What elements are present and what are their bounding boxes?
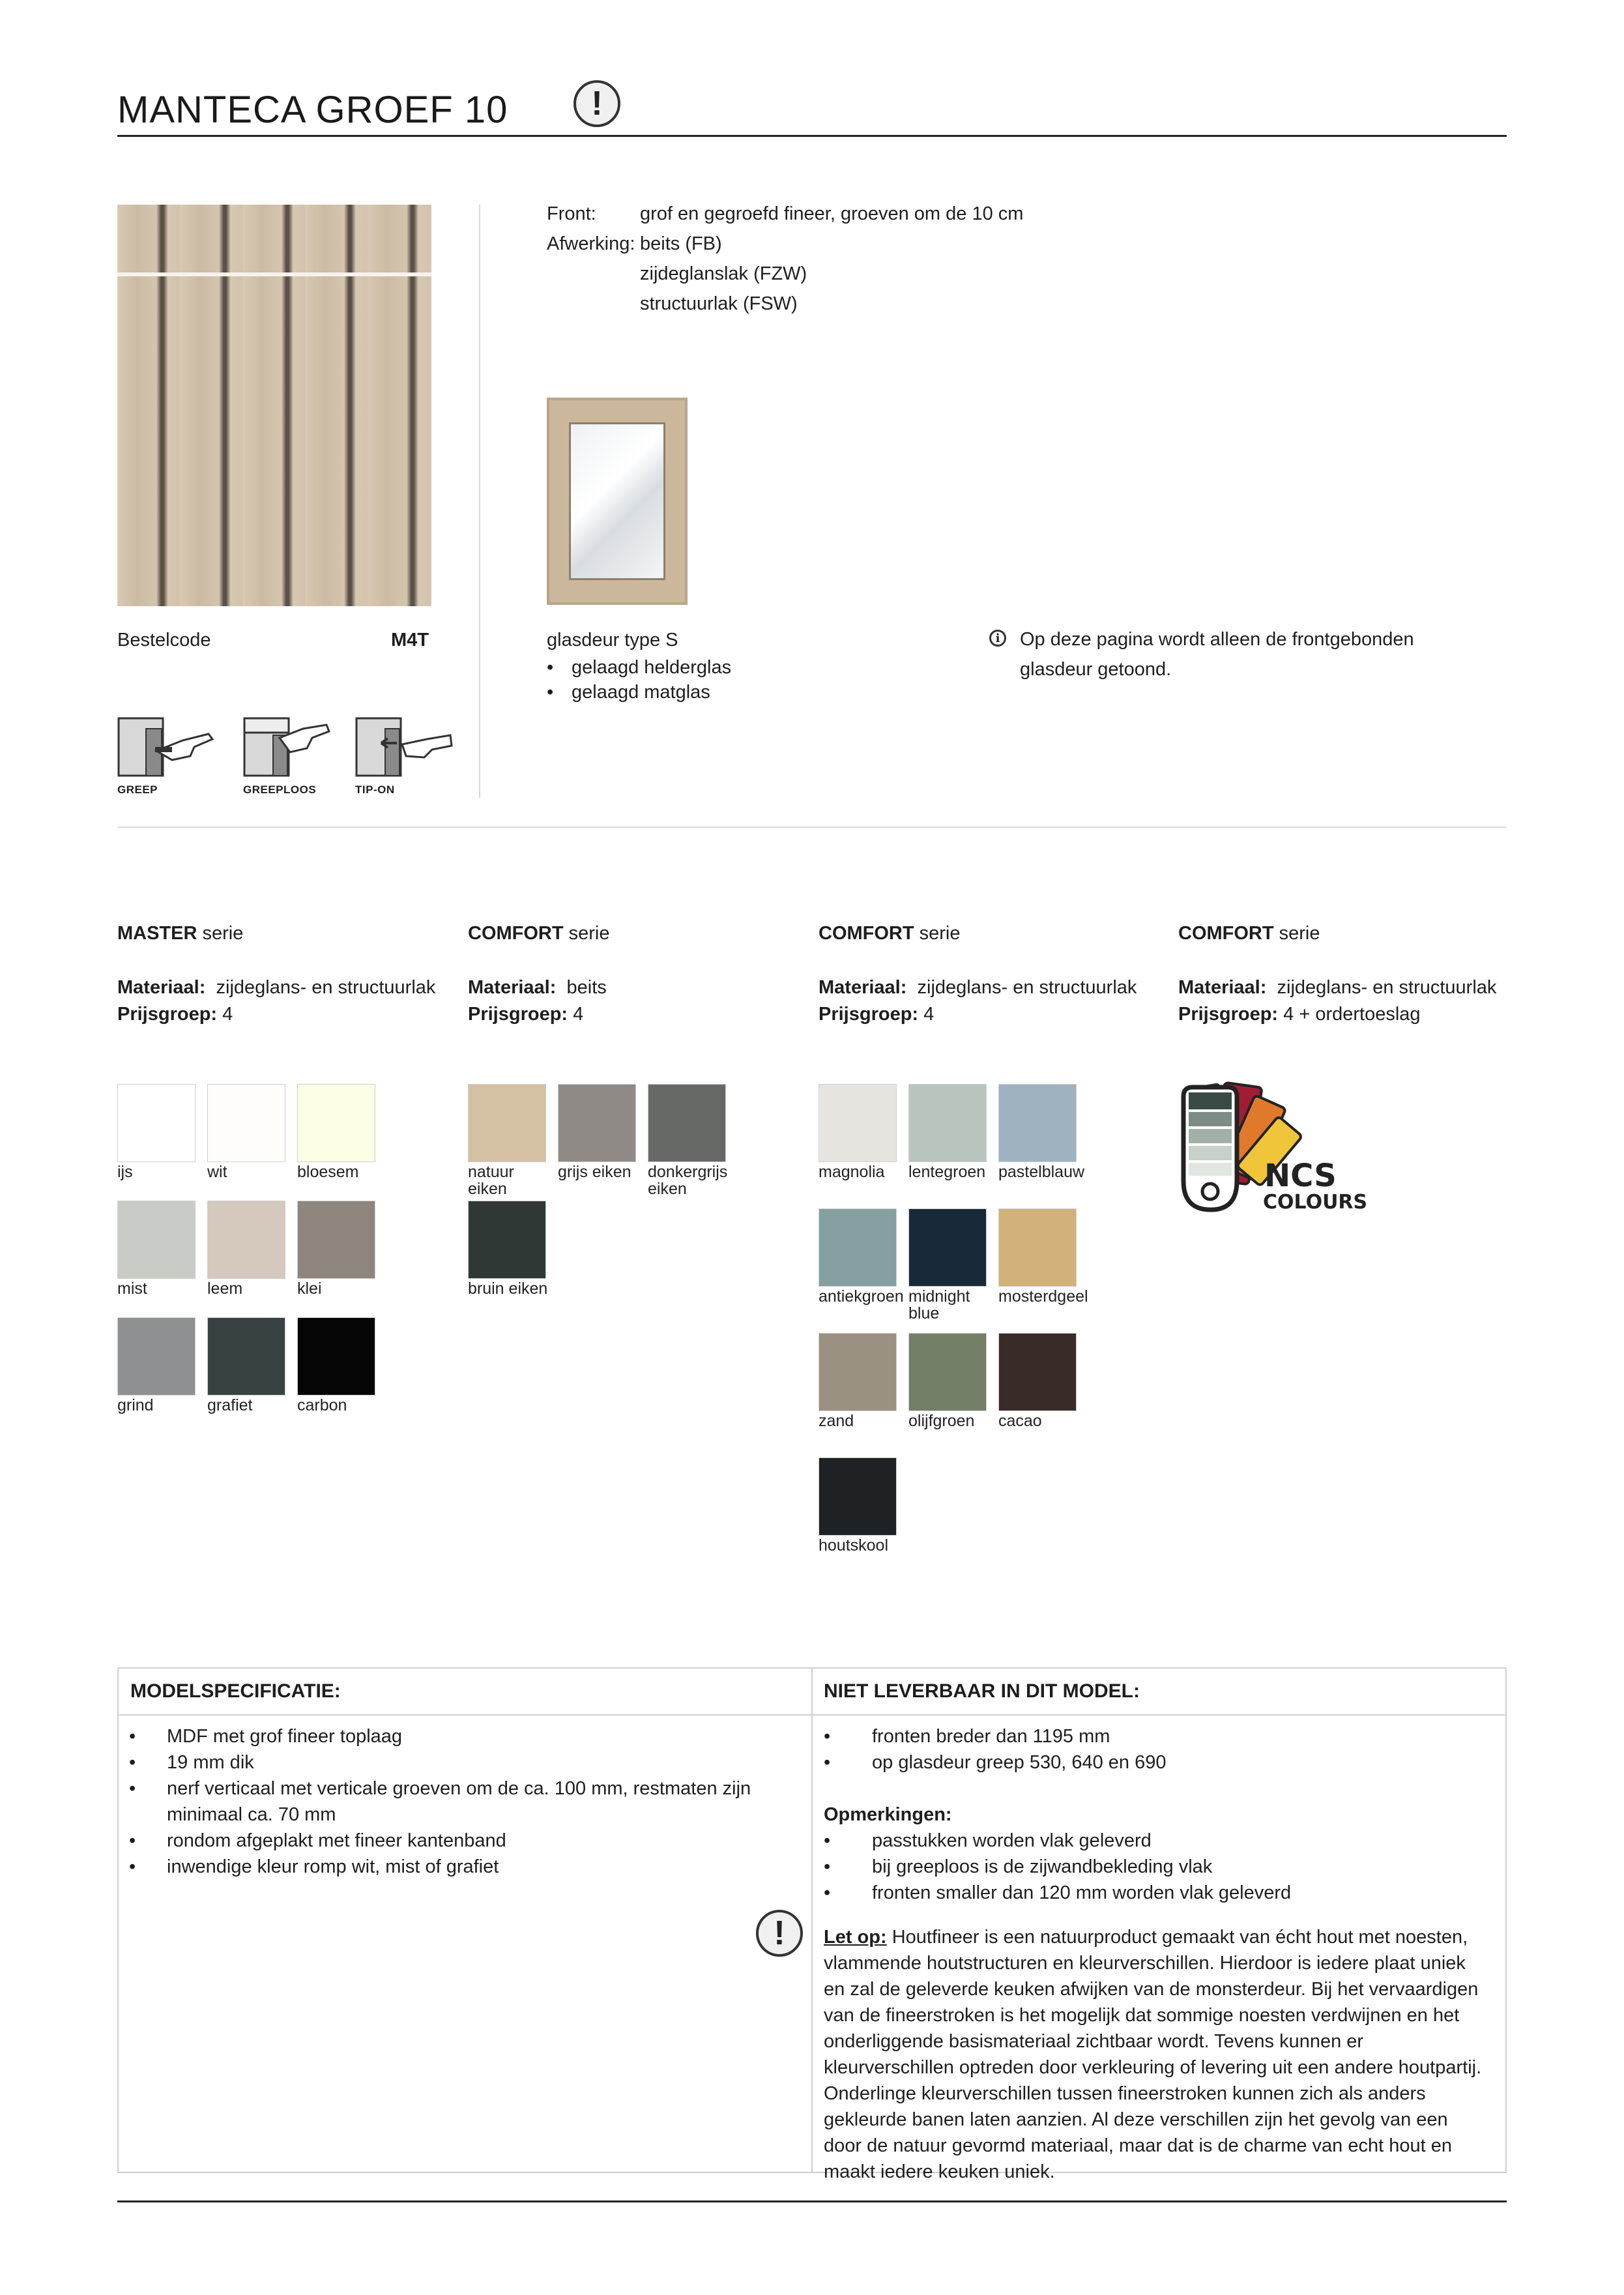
section-divider bbox=[117, 826, 1507, 828]
model-spec-heading: MODELSPECIFICATIE: bbox=[130, 1680, 341, 1702]
handle-caption: TIP-ON bbox=[355, 783, 395, 796]
list-item-text: fronten breder dan 1195 mm bbox=[872, 1726, 1110, 1747]
color-swatch-label: mist bbox=[117, 1279, 147, 1298]
color-swatch-label: klei bbox=[297, 1279, 322, 1298]
list-item bbox=[547, 655, 731, 680]
material-value: zijdeglans- en structuurlak bbox=[1277, 977, 1497, 998]
color-swatch bbox=[117, 1317, 196, 1396]
bullet: • bbox=[824, 1830, 831, 1851]
series-details bbox=[819, 974, 1137, 1028]
price-value: 4 + ordertoeslag bbox=[1283, 1004, 1421, 1025]
bullet: • bbox=[129, 1726, 136, 1747]
color-swatch bbox=[468, 1084, 546, 1162]
order-code-label: Bestelcode bbox=[117, 630, 211, 650]
list-item-text: fronten smaller dan 120 mm worden vlak geleverd bbox=[872, 1882, 1292, 1903]
page-title: MANTECA GROEF 10 bbox=[117, 89, 508, 131]
price-value: 4 bbox=[222, 1004, 233, 1025]
glass-pane bbox=[569, 422, 665, 580]
color-swatch bbox=[819, 1457, 897, 1536]
price-row bbox=[468, 1001, 607, 1028]
exclamation-circle-icon: ! bbox=[573, 80, 620, 127]
material-value: zijdeglans- en structuurlak bbox=[917, 977, 1137, 998]
list-item-text: gelaagd helderglas bbox=[572, 657, 732, 678]
price-row bbox=[117, 1001, 435, 1028]
series-suffix: serie bbox=[563, 923, 610, 944]
glass-door-title: glasdeur type S bbox=[547, 630, 678, 650]
color-swatch-label: leem bbox=[207, 1279, 243, 1298]
bullet: • bbox=[129, 1830, 136, 1851]
series-name: COMFORT bbox=[468, 923, 564, 944]
series-details bbox=[468, 974, 607, 1028]
color-swatch-label: zand bbox=[819, 1412, 854, 1430]
color-swatch-label: ijs bbox=[117, 1163, 133, 1181]
color-swatch bbox=[468, 1201, 546, 1279]
handle-grip-icon bbox=[117, 717, 215, 778]
list-item-text: MDF met grof fineer toplaag bbox=[167, 1726, 403, 1747]
color-swatch-label: bloesem bbox=[297, 1163, 359, 1181]
list-item bbox=[119, 1749, 796, 1776]
bullet: • bbox=[129, 1856, 136, 1877]
finish-label: Afwerking: bbox=[547, 233, 635, 254]
ncs-logo-subtext: COLOURS bbox=[1263, 1191, 1368, 1214]
material-row bbox=[117, 974, 435, 1001]
color-swatch bbox=[998, 1208, 1077, 1287]
specification-table bbox=[117, 1667, 1507, 2182]
color-swatch-label: midnight blue bbox=[908, 1287, 970, 1323]
title-divider bbox=[117, 135, 1507, 137]
glass-door-image bbox=[547, 398, 688, 605]
bullet: • bbox=[129, 1778, 136, 1799]
color-swatch-label: wit bbox=[207, 1163, 227, 1181]
price-row bbox=[819, 1001, 1137, 1028]
color-swatch bbox=[998, 1333, 1077, 1411]
color-swatch bbox=[297, 1201, 375, 1279]
color-swatch-label: cacao bbox=[998, 1412, 1042, 1430]
list-item bbox=[119, 1854, 796, 1880]
color-swatch-label: grind bbox=[117, 1396, 154, 1414]
color-swatch-label: antiekgroen bbox=[819, 1287, 904, 1306]
series-heading bbox=[117, 923, 243, 944]
list-item bbox=[824, 1723, 1488, 1749]
list-item-text: op glasdeur greep 530, 640 en 690 bbox=[872, 1752, 1167, 1773]
material-row bbox=[1178, 974, 1496, 1001]
series-suffix: serie bbox=[197, 923, 244, 944]
color-swatch-label: natuur eiken bbox=[468, 1163, 514, 1198]
list-item bbox=[547, 680, 731, 705]
exclamation-circle-icon: ! bbox=[756, 1910, 803, 1957]
price-label: Prijsgroep: bbox=[1178, 1004, 1279, 1025]
material-row bbox=[819, 974, 1137, 1001]
bullet: • bbox=[824, 1856, 831, 1877]
note-label: Let op: bbox=[824, 1927, 887, 1948]
bullet: • bbox=[824, 1752, 831, 1773]
color-swatch bbox=[648, 1084, 726, 1162]
ncs-logo-text: NCS bbox=[1264, 1158, 1337, 1194]
color-swatch-label: grafiet bbox=[207, 1396, 253, 1414]
not-available-heading: NIET LEVERBAAR IN DIT MODEL: bbox=[824, 1680, 1140, 1702]
price-value: 4 bbox=[923, 1004, 935, 1025]
list-item-text: gelaagd matglas bbox=[572, 682, 710, 703]
info-icon: i bbox=[989, 630, 1006, 647]
color-swatch bbox=[819, 1208, 897, 1287]
list-item bbox=[824, 1880, 1488, 1906]
list-item-text: rondom afgeplakt met fineer kantenband bbox=[167, 1830, 506, 1851]
material-label: Materiaal: bbox=[117, 977, 206, 998]
series-details bbox=[1178, 974, 1496, 1028]
not-available-list bbox=[824, 1723, 1488, 2185]
tip-on-icon bbox=[355, 717, 453, 778]
info-note: Op deze pagina wordt alleen de frontgebonden glasdeur getoond. bbox=[1020, 629, 1414, 680]
color-swatch bbox=[908, 1084, 987, 1162]
series-name: MASTER bbox=[117, 923, 197, 944]
color-swatch-label: bruin eiken bbox=[468, 1279, 548, 1298]
material-label: Materiaal: bbox=[1178, 977, 1267, 998]
color-swatch-label: carbon bbox=[297, 1396, 347, 1414]
front-sample-image bbox=[117, 205, 431, 606]
color-swatch bbox=[207, 1084, 285, 1162]
bullet: • bbox=[824, 1882, 831, 1903]
list-item bbox=[824, 1828, 1488, 1854]
color-swatch bbox=[207, 1201, 285, 1279]
material-value: beits bbox=[566, 977, 607, 998]
color-swatch-label: grijs eiken bbox=[558, 1163, 631, 1181]
series-suffix: serie bbox=[914, 923, 961, 944]
color-swatch bbox=[207, 1317, 285, 1396]
series-heading bbox=[819, 923, 961, 944]
remarks-heading: Opmerkingen: bbox=[824, 1804, 952, 1825]
handleless-icon bbox=[243, 717, 341, 778]
glass-door-options bbox=[547, 655, 731, 705]
color-swatch bbox=[819, 1084, 897, 1162]
series-heading bbox=[468, 923, 610, 944]
series-suffix: serie bbox=[1273, 923, 1320, 944]
finish-option: zijdeglanslak (FZW) bbox=[640, 263, 807, 284]
price-value: 4 bbox=[573, 1004, 584, 1025]
order-code: M4T bbox=[391, 630, 429, 650]
front-value: grof en gegroefd fineer, groeven om de 10 cm bbox=[640, 203, 1024, 224]
color-swatch bbox=[908, 1208, 987, 1287]
vertical-divider bbox=[479, 205, 480, 798]
series-name: COMFORT bbox=[819, 923, 914, 944]
series-name: COMFORT bbox=[1178, 923, 1274, 944]
series-heading bbox=[1178, 923, 1320, 944]
color-swatch-label: pastelblauw bbox=[998, 1163, 1085, 1181]
note-text: Houtfineer is een natuurproduct gemaakt van écht hout met noesten, vlammende houtstructuren en kleurverschillen. Hierdoor is iedere plaat uniek en zal de geleverde keuken afwijken van de monsterdeur. Bij het vervaardigen van de fineerstroken is het mogelijk dat sommige noesten verdwijnen en het onderliggende basismateriaal zichtbaar wordt. Tevens kunnen er kleurverschillen optreden door verkleuring of levering uit een andere houtpartij. Onderlinge kleurverschillen tussen fineerstroken kunnen zich als anders gekleurde banen laten aanzien. Al deze verschillen zijn het gevolg van een door de natuur gevormd materiaal, maar dat is de charme van echt hout en maakt iedere keuken uniek. bbox=[824, 1927, 1482, 2182]
price-row bbox=[1178, 1001, 1496, 1028]
price-label: Prijsgroep: bbox=[117, 1004, 218, 1025]
list-item bbox=[119, 1723, 796, 1749]
color-swatch bbox=[297, 1084, 375, 1162]
front-label: Front: bbox=[547, 203, 596, 224]
color-swatch bbox=[908, 1333, 987, 1411]
material-row bbox=[468, 974, 607, 1001]
material-label: Materiaal: bbox=[819, 977, 907, 998]
color-swatch-label: donkergrijs eiken bbox=[648, 1163, 728, 1198]
color-swatch bbox=[117, 1084, 196, 1162]
color-swatch-label: magnolia bbox=[819, 1163, 885, 1181]
list-item-text: inwendige kleur romp wit, mist of grafiet bbox=[167, 1856, 499, 1877]
finish-option: beits (FB) bbox=[640, 233, 722, 254]
color-swatch bbox=[117, 1201, 196, 1279]
series-details bbox=[117, 974, 435, 1028]
ncs-colours-logo bbox=[1178, 1083, 1368, 1214]
price-label: Prijsgroep: bbox=[468, 1004, 568, 1025]
material-value: zijdeglans- en structuurlak bbox=[216, 977, 436, 998]
handle-caption: GREEP bbox=[117, 783, 158, 796]
list-item bbox=[824, 1854, 1488, 1880]
bullet: • bbox=[547, 682, 554, 703]
bullet: • bbox=[547, 657, 554, 678]
header-divider bbox=[119, 1714, 1505, 1716]
finish-option: structuurlak (FSW) bbox=[640, 293, 798, 314]
color-swatch-label: lentegroen bbox=[908, 1163, 986, 1181]
color-swatch-label: houtskool bbox=[819, 1536, 889, 1555]
list-item-text: bij greeploos is de zijwandbekleding vlak bbox=[872, 1856, 1213, 1877]
color-swatch bbox=[819, 1333, 897, 1411]
wood-veneer-note bbox=[824, 1924, 1488, 2185]
list-item-text: 19 mm dik bbox=[167, 1752, 254, 1773]
handle-caption: GREEPLOOS bbox=[243, 783, 317, 796]
bullet: • bbox=[824, 1726, 831, 1747]
footer-divider bbox=[117, 2200, 1507, 2202]
list-item bbox=[824, 1749, 1488, 1776]
price-label: Prijsgroep: bbox=[819, 1004, 919, 1025]
color-swatch-label: mosterdgeel bbox=[998, 1287, 1088, 1306]
list-item bbox=[119, 1828, 796, 1854]
model-spec-list bbox=[119, 1723, 796, 1880]
list-item-text: passtukken worden vlak geleverd bbox=[872, 1830, 1152, 1851]
color-swatch bbox=[998, 1084, 1077, 1162]
color-swatch bbox=[558, 1084, 636, 1162]
material-label: Materiaal: bbox=[468, 977, 557, 998]
column-divider bbox=[811, 1669, 813, 2172]
list-item bbox=[119, 1776, 796, 1828]
color-swatch bbox=[297, 1317, 375, 1396]
color-swatch-label: olijfgroen bbox=[908, 1412, 975, 1430]
list-item-text: nerf verticaal met verticale groeven om de ca. 100 mm, restmaten zijn minimaal ca. 70 mm bbox=[167, 1778, 751, 1825]
bullet: • bbox=[129, 1752, 136, 1773]
